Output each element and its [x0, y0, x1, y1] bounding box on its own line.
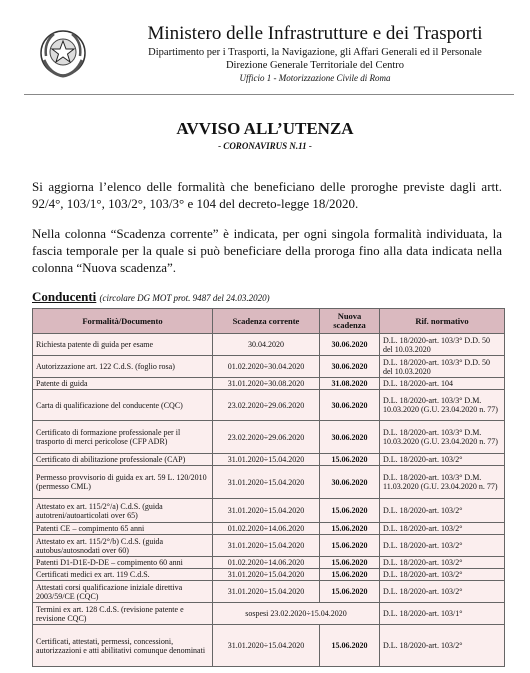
table-row	[33, 334, 505, 356]
section-heading	[32, 289, 270, 305]
cell-document: Carta di qualificazione del conducente (CQC)	[33, 390, 213, 421]
cell-document: Permesso provvisorio di guida ex art. 59 L. 120/2010 (permesso CML)	[33, 466, 213, 499]
department-name: Dipartimento per i Trasporti, la Navigazione, gli Affari Generali ed il Personale	[148, 47, 482, 58]
cell-document: Patente di guida	[33, 378, 213, 390]
table-row	[33, 523, 505, 535]
cell-reference: D.L. 18/2020-art. 103/2°	[380, 625, 505, 667]
cell-reference: D.L. 18/2020-art. 103/2°	[380, 557, 505, 569]
table-row	[33, 603, 505, 625]
cell-current-deadline: 31.01.2020÷15.04.2020	[213, 581, 320, 603]
table-row	[33, 378, 505, 390]
header-new-deadline: Nuova scadenza	[320, 309, 380, 334]
cell-new-deadline: 15.06.2020	[320, 557, 380, 569]
cell-current-deadline: 31.01.2020÷15.04.2020	[213, 466, 320, 499]
cell-document: Patenti CE – compimento 65 anni	[33, 523, 213, 535]
cell-new-deadline: 15.06.2020	[320, 569, 380, 581]
cell-document: Autorizzazione art. 122 C.d.S. (foglio rosa)	[33, 356, 213, 378]
letterhead	[24, 22, 514, 90]
cell-suspended-period: sospesi 23.02.2020÷15.04.2020	[213, 603, 380, 625]
cell-reference: D.L. 18/2020-art. 103/2°	[380, 581, 505, 603]
cell-reference: D.L. 18/2020-art. 103/2°	[380, 499, 505, 523]
cell-current-deadline: 31.01.2020÷15.04.2020	[213, 499, 320, 523]
cell-reference: D.L. 18/2020-art. 103/2°	[380, 454, 505, 466]
cell-new-deadline: 15.06.2020	[320, 454, 380, 466]
cell-current-deadline: 01.02.2020÷14.06.2020	[213, 523, 320, 535]
notice-title: AVVISO ALL’UTENZA	[176, 119, 354, 138]
cell-document: Patenti D1-D1E-D-DE – compimento 60 anni	[33, 557, 213, 569]
direction-name: Direzione Generale Territoriale del Centro	[225, 60, 405, 71]
header-current-deadline: Scadenza corrente	[213, 309, 320, 334]
table-row	[33, 466, 505, 499]
cell-reference: D.L. 18/2020-art. 103/2°	[380, 569, 505, 581]
cell-reference: D.L. 18/2020-art. 103/3° D.D. 50 del 10.03.2020	[380, 356, 505, 378]
cell-document: Certificati, attestati, permessi, concessioni, autorizzazioni e atti abilitativi comunque denominati	[33, 625, 213, 667]
cell-document: Attestati corsi qualificazione iniziale direttiva 2003/59/CE (CQC)	[33, 581, 213, 603]
column-explanation-paragraph: Nella colonna “Scadenza corrente” è indicata, per ogni singola formalità individuata, la fascia temporale per la quale si può beneficiare della proroga fino alla data indicata nella colonna “Nuova scadenza”.	[32, 226, 502, 275]
cell-reference: D.L. 18/2020-art. 103/3° D.M. 10.03.2020 (G.U. 23.04.2020 n. 77)	[380, 421, 505, 454]
cell-current-deadline: 23.02.2020÷29.06.2020	[213, 421, 320, 454]
cell-reference: D.L. 18/2020-art. 103/1°	[380, 603, 505, 625]
cell-reference: D.L. 18/2020-art. 104	[380, 378, 505, 390]
cell-document: Termini ex art. 128 C.d.S. (revisione patente e revisione CQC)	[33, 603, 213, 625]
cell-document: Certificato di abilitazione professionale (CAP)	[33, 454, 213, 466]
italian-republic-emblem-icon	[36, 26, 90, 80]
cell-current-deadline: 31.01.2020÷15.04.2020	[213, 569, 320, 581]
cell-current-deadline: 01.02.2020÷14.06.2020	[213, 557, 320, 569]
header-legal-reference: Rif. normativo	[380, 309, 505, 334]
cell-document: Richiesta patente di guida per esame	[33, 334, 213, 356]
section-note: (circolare DG MOT prot. 9487 del 24.03.2020)	[99, 293, 270, 303]
cell-new-deadline: 15.06.2020	[320, 499, 380, 523]
cell-new-deadline: 15.06.2020	[320, 523, 380, 535]
cell-new-deadline: 15.06.2020	[320, 581, 380, 603]
table-row	[33, 499, 505, 523]
intro-paragraph: Si aggiorna l’elenco delle formalità che beneficiano delle proroghe previste dagli artt. 92/4°, 103/1°, 103/2°, 103/3° e 104 del decreto-legge 18/2020.	[32, 179, 502, 211]
header-divider	[24, 94, 514, 95]
cell-document: Certificati medici ex art. 119 C.d.S.	[33, 569, 213, 581]
cell-current-deadline: 01.02.2020÷30.04.2020	[213, 356, 320, 378]
table-row	[33, 535, 505, 557]
cell-current-deadline: 30.04.2020	[213, 334, 320, 356]
cell-new-deadline: 31.08.2020	[320, 378, 380, 390]
table-row	[33, 454, 505, 466]
cell-current-deadline: 31.01.2020÷15.04.2020	[213, 625, 320, 667]
cell-new-deadline: 30.06.2020	[320, 421, 380, 454]
table-header-row	[33, 309, 505, 334]
notice-subtitle: - CORONAVIRUS N.11 -	[218, 141, 312, 151]
cell-current-deadline: 31.01.2020÷15.04.2020	[213, 535, 320, 557]
cell-current-deadline: 31.01.2020÷30.08.2020	[213, 378, 320, 390]
cell-current-deadline: 31.01.2020÷15.04.2020	[213, 454, 320, 466]
cell-reference: D.L. 18/2020-art. 103/3° D.M. 11.03.2020 (G.U. 23.04.2020 n. 77)	[380, 466, 505, 499]
cell-reference: D.L. 18/2020-art. 103/3° D.M. 10.03.2020 (G.U. 23.04.2020 n. 77)	[380, 390, 505, 421]
cell-reference: D.L. 18/2020-art. 103/2°	[380, 535, 505, 557]
header-document: Formalità/Documento	[33, 309, 213, 334]
section-title: Conducenti	[32, 289, 97, 304]
office-name: Ufficio 1 - Motorizzazione Civile di Roma	[239, 73, 391, 83]
cell-new-deadline: 30.06.2020	[320, 356, 380, 378]
table-row	[33, 625, 505, 667]
table-row	[33, 569, 505, 581]
table-row	[33, 557, 505, 569]
cell-new-deadline: 30.06.2020	[320, 334, 380, 356]
table-row	[33, 356, 505, 378]
cell-reference: D.L. 18/2020-art. 103/2°	[380, 523, 505, 535]
cell-current-deadline: 23.02.2020÷29.06.2020	[213, 390, 320, 421]
cell-reference: D.L. 18/2020-art. 103/3° D.D. 50 del 10.03.2020	[380, 334, 505, 356]
table-row	[33, 581, 505, 603]
cell-new-deadline: 15.06.2020	[320, 535, 380, 557]
cell-document: Certificato di formazione professionale per il trasporto di merci pericolose (CFP ADR)	[33, 421, 213, 454]
deadline-table	[32, 308, 505, 667]
cell-new-deadline: 30.06.2020	[320, 466, 380, 499]
table-row	[33, 390, 505, 421]
cell-new-deadline: 15.06.2020	[320, 625, 380, 667]
cell-document: Attestato ex art. 115/2°/a) C.d.S. (guida autotreni/autoarticolati over 65)	[33, 499, 213, 523]
cell-document: Attestato ex art. 115/2°/b) C.d.S. (guida autobus/autosnodati over 60)	[33, 535, 213, 557]
ministry-name: Ministero delle Infrastrutture e dei Trasporti	[147, 23, 483, 44]
table-row	[33, 421, 505, 454]
cell-new-deadline: 30.06.2020	[320, 390, 380, 421]
